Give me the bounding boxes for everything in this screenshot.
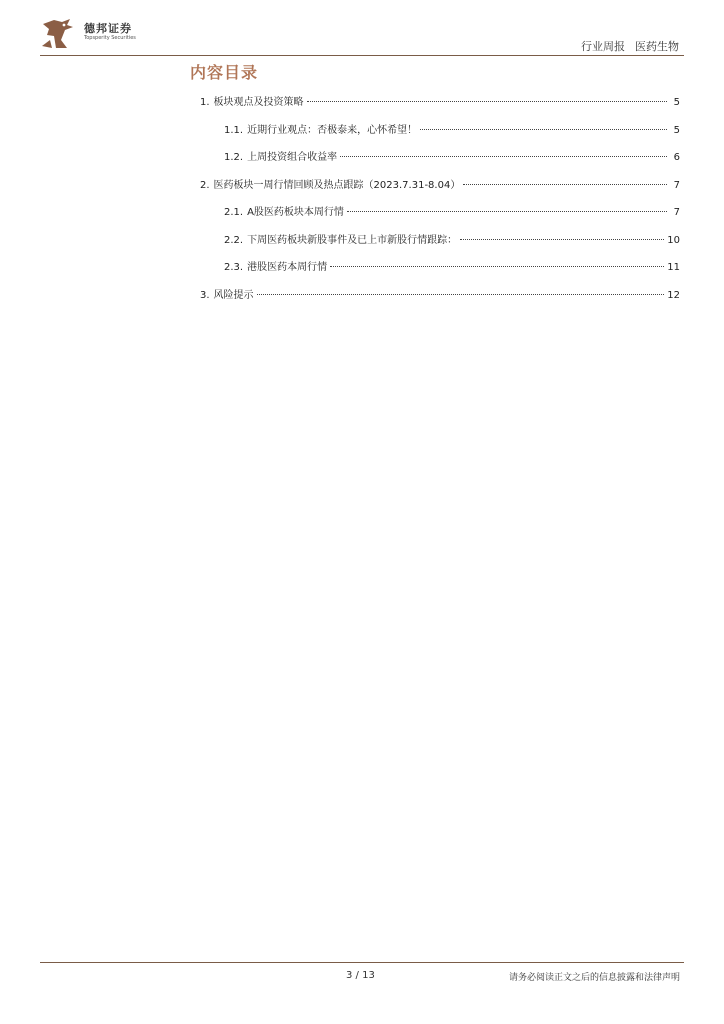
toc-entry-title: 近期行业观点：否极泰来，心怀希望！: [247, 124, 418, 136]
footer-divider: [40, 962, 684, 963]
toc-entry[interactable]: [224, 231, 680, 245]
toc-entry-number: 1.: [200, 97, 210, 108]
toc-entry-number: 3.: [200, 289, 210, 301]
toc-entry-number: 2.: [200, 179, 210, 191]
legal-disclaimer: 请务必阅读正文之后的信息披露和法律声明: [508, 973, 680, 983]
toc-entry[interactable]: [224, 121, 680, 135]
toc-leader-dots: [420, 129, 667, 130]
toc-entry[interactable]: [224, 258, 680, 272]
toc-entry-number: 2.3.: [224, 262, 244, 273]
toc-entry-page: 12: [667, 289, 680, 301]
report-type: 行业周报: [581, 40, 625, 53]
toc-entry-title: 板块观点及投资策略: [213, 97, 304, 108]
toc-entry-title: 风险提示: [213, 289, 254, 301]
toc-leader-dots: [347, 211, 667, 212]
toc-entry-number: 1.1.: [224, 124, 244, 136]
toc-entry-page: 10: [667, 234, 680, 246]
toc-entry-page: 7: [673, 179, 680, 191]
toc-leader-dots: [307, 101, 667, 102]
toc-entry-title: 下周医药板块新股事件及已上市新股行情跟踪：: [247, 234, 458, 246]
toc-entry-title: 上周投资组合收益率: [247, 152, 338, 163]
toc-entry-title: A股医药板块本周行情: [247, 207, 344, 218]
toc-entry-number: 1.2.: [224, 152, 244, 163]
toc-leader-dots: [340, 156, 667, 157]
toc-entry-number: 2.1.: [224, 207, 244, 218]
toc-entry-number: 2.2.: [224, 234, 244, 246]
brand-name-en: Topsperity Securities: [84, 35, 136, 41]
toc-entry-title: 港股医药本周行情: [247, 262, 328, 273]
toc-leader-dots: [257, 294, 665, 295]
page-number: 3 / 13: [346, 970, 375, 981]
sector-name: 医药生物: [635, 40, 679, 53]
toc-entry-page: 5: [673, 124, 680, 136]
dragon-logo-icon: [40, 18, 76, 50]
company-logo: [40, 18, 160, 50]
toc-leader-dots: [330, 266, 664, 267]
brand-name-cn: 德邦证券: [84, 22, 132, 35]
toc-leader-dots: [463, 184, 667, 185]
toc-entry[interactable]: [200, 176, 680, 190]
toc-leader-dots: [460, 239, 664, 240]
report-category: [581, 38, 679, 54]
toc-entry-page: 11: [667, 262, 680, 273]
toc-entry-page: 6: [673, 152, 680, 163]
toc-entry[interactable]: [200, 286, 680, 300]
toc-entry-page: 7: [673, 207, 680, 218]
toc-entry[interactable]: [224, 203, 680, 217]
toc-entry-title: 医药板块一周行情回顾及热点跟踪（2023.7.31-8.04）: [213, 179, 461, 191]
toc-entry-page: 5: [673, 97, 680, 108]
toc-entry[interactable]: [224, 148, 680, 162]
toc-entry[interactable]: [200, 93, 680, 107]
toc-title: 内容目录: [190, 63, 259, 82]
header-divider: [40, 55, 684, 56]
